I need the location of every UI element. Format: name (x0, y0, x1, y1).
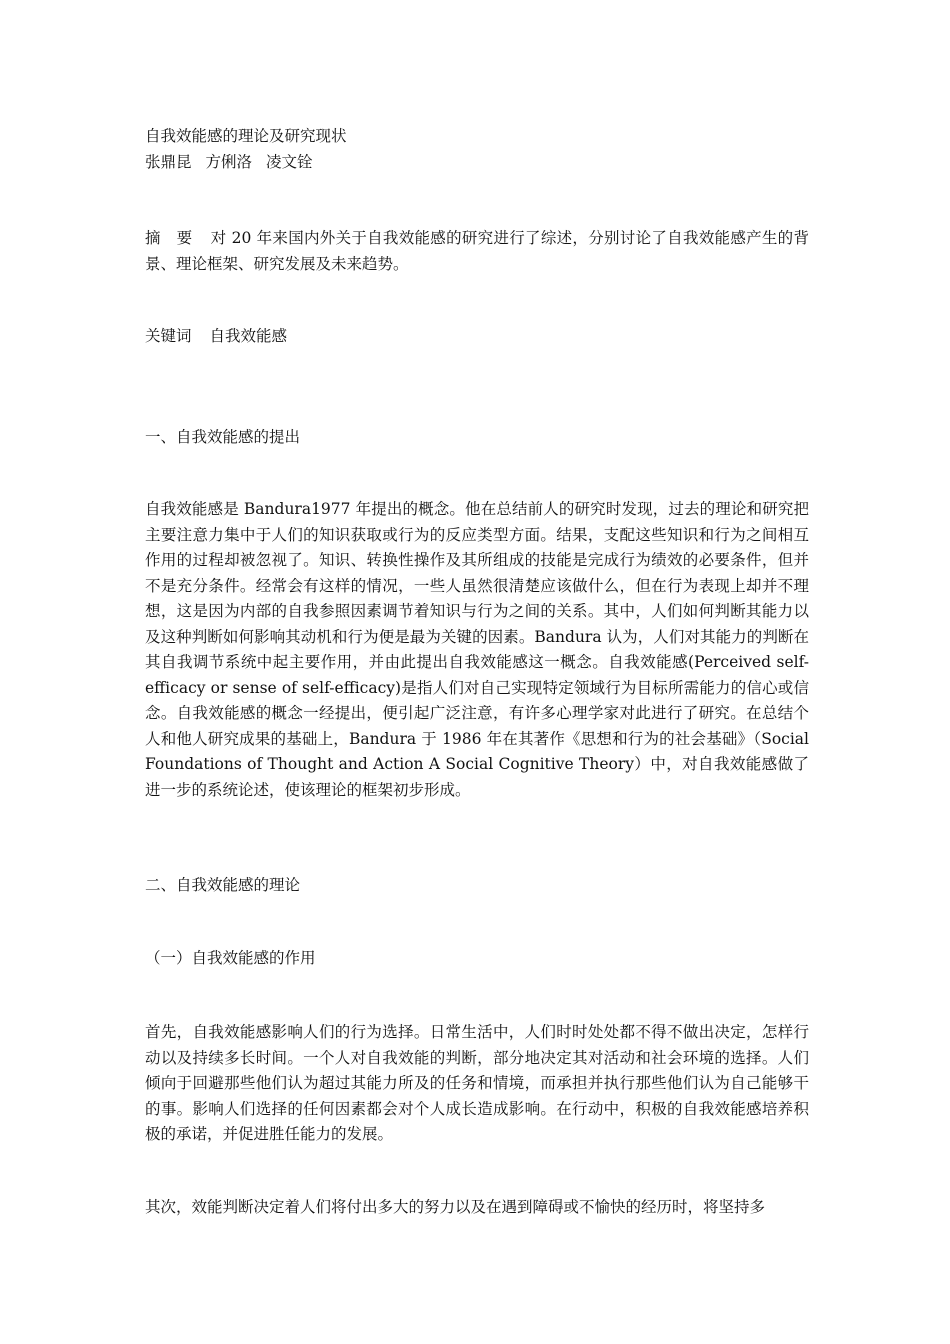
keywords-text: 自我效能感 (209, 327, 288, 345)
body-paragraph: 首先，自我效能感影响人们的行为选择。日常生活中，人们时时处处都不得不做出决定，怎样行动以及持续多长时间。一个人对自我效能的判断，部分地决定其对活动和社会环境的选择。人们倾向于回避那些他们认为超过其能力所及的任务和情境，而承担并执行那些他们认为自己能够干的事。影响人们选择的任何因素都会对个人成长造成影响。在行动中，积极的自我效能感培养积极的承诺，并促进胜任能力的发展。 (145, 1023, 809, 1143)
section-heading: 一、自我效能感的提出 (145, 428, 301, 446)
abstract (145, 226, 809, 277)
document-title: 自我效能感的理论及研究现状 (145, 127, 347, 145)
author-list (145, 150, 313, 174)
author-name: 方俐洛 (205, 153, 253, 171)
subsection-heading: （一）自我效能感的作用 (145, 949, 316, 967)
author-name: 凌文铨 (266, 153, 313, 171)
author-name: 张鼎昆 (145, 153, 192, 171)
abstract-label: 摘 要 (145, 229, 193, 247)
section-heading: 二、自我效能感的理论 (145, 876, 301, 894)
abstract-text: 对 20 年来国内外关于自我效能感的研究进行了综述，分别讨论了自我效能感产生的背景、理论框架、研究发展及未来趋势。 (145, 229, 809, 273)
body-paragraph: 其次，效能判断决定着人们将付出多大的努力以及在遇到障碍或不愉快的经历时，将坚持多 (145, 1198, 766, 1216)
keywords-label: 关键词 (145, 327, 192, 345)
keywords (145, 324, 287, 348)
body-paragraph: 自我效能感是 Bandura1977 年提出的概念。他在总结前人的研究时发现，过去的理论和研究把主要注意力集中于人们的知识获取或行为的反应类型方面。结果，支配这些知识和行为之间相互作用的过程却被忽视了。知识、转换性操作及其所组成的技能是完成行为绩效的必要条件，但并不是充分条件。经常会有这样的情况，一些人虽然很清楚应该做什么，但在行为表现上却并不理想，这是因为内部的自我参照因素调节着知识与行为之间的关系。其中，人们如何判断其能力以及这种判断如何影响其动机和行为便是最为关键的因素。Bandura 认为，人们对其能力的判断在其自我调节系统中起主要作用，并由此提出自我效能感这一概念。自我效能感(Perceived self-efficacy or sense of self-efficacy)是指人们对自己实现特定领域行为目标所需能力的信心或信念。自我效能感的概念一经提出，便引起广泛注意，有许多心理学家对此进行了研究。在总结个人和他人研究成果的基础上，Bandura 于 1986 年在其著作《思想和行为的社会基础》（Social Foundations of Thought and Action A Social Cognitive Theory）中，对自我效能感做了进一步的系统论述，使该理论的框架初步形成。 (145, 500, 809, 799)
